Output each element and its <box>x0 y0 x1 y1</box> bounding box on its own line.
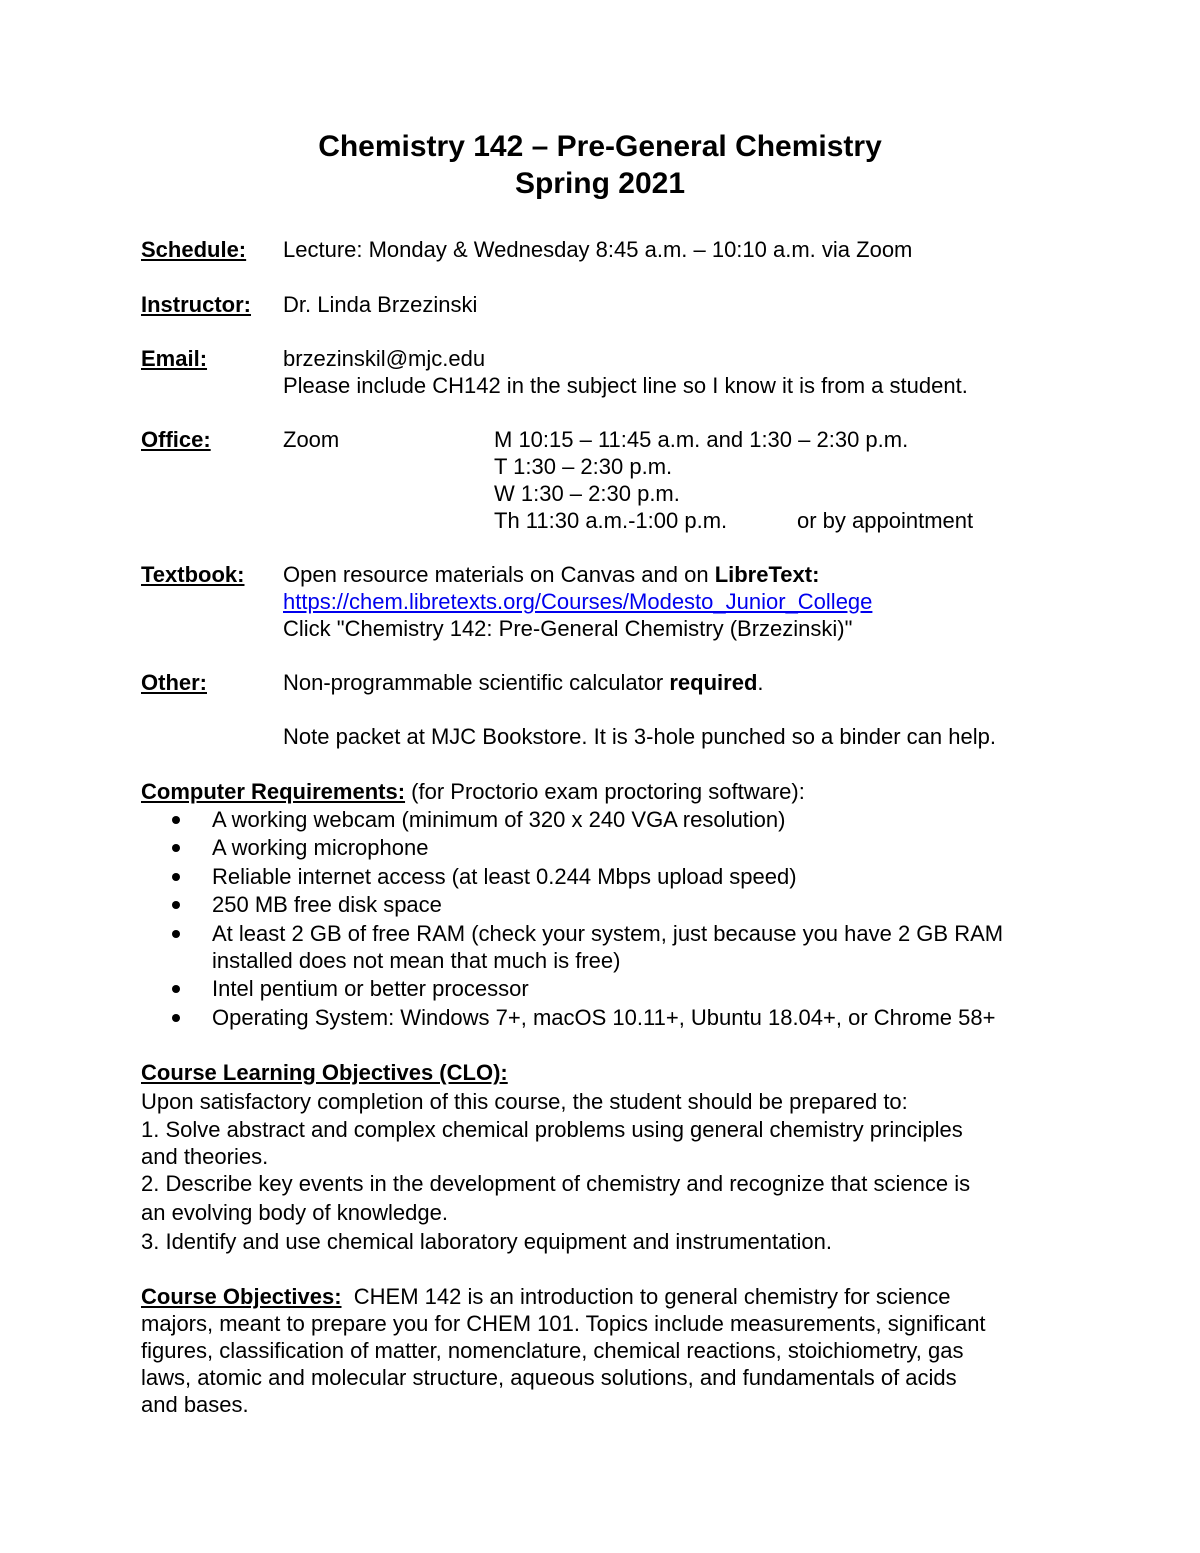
page-subtitle-term: Spring 2021 <box>514 167 686 200</box>
bullet-icon <box>168 840 182 854</box>
requirement-item-microphone: A working microphone <box>212 835 429 860</box>
schedule-value: Lecture: Monday & Wednesday 8:45 a.m. – 10:10 a.m. via Zoom <box>283 237 913 262</box>
computer-requirements-title: Computer Requirements: <box>141 779 406 804</box>
course-objectives-heading: Course Objectives: <box>141 1284 342 1309</box>
clo-item-2-continued: an evolving body of knowledge. <box>141 1200 448 1225</box>
computer-requirements-subtitle: (for Proctorio exam proctoring software): <box>405 779 805 804</box>
bullet-icon <box>168 1010 182 1024</box>
clo-intro: Upon satisfactory completion of this course, the student should be prepared to: <box>141 1089 908 1114</box>
office-location: Zoom <box>283 427 340 452</box>
office-appointment-note: or by appointment <box>797 508 974 533</box>
office-label: Office: <box>141 427 211 452</box>
computer-requirements-heading <box>141 778 805 805</box>
requirement-item-os: Operating System: Windows 7+, macOS 10.11+, Ubuntu 18.04+, or Chrome 58+ <box>212 1005 996 1030</box>
clo-item-3: 3. Identify and use chemical laboratory equipment and instrumentation. <box>141 1229 832 1254</box>
clo-item-2: 2. Describe key events in the development of chemistry and recognize that science is <box>141 1171 971 1196</box>
schedule-label: Schedule: <box>141 237 247 262</box>
clo-item-1: 1. Solve abstract and complex chemical problems using general chemistry principles <box>141 1117 963 1142</box>
libretext-label: LibreText: <box>714 562 820 587</box>
course-objectives-text: CHEM 142 is an introduction to general chemistry for science <box>341 1284 951 1309</box>
course-objectives-line-2: majors, meant to prepare you for CHEM 101. Topics include measurements, significant <box>141 1311 986 1336</box>
note-packet-info: Note packet at MJC Bookstore. It is 3-hole punched so a binder can help. <box>283 724 996 749</box>
bullet-icon <box>168 926 182 940</box>
textbook-label: Textbook: <box>141 562 245 587</box>
requirement-item-processor: Intel pentium or better processor <box>212 976 529 1001</box>
calculator-requirement <box>283 669 764 696</box>
textbook-description <box>283 561 819 588</box>
bullet-icon <box>168 812 182 826</box>
course-objectives-line-5: and bases. <box>141 1392 249 1417</box>
instructor-label: Instructor: <box>141 292 251 317</box>
requirement-item-ram-continued: installed does not mean that much is free) <box>212 948 621 973</box>
clo-item-1-continued: and theories. <box>141 1144 269 1169</box>
textbook-text: Open resource materials on Canvas and on <box>283 562 715 587</box>
bullet-icon <box>168 897 182 911</box>
textbook-click-instruction: Click "Chemistry 142: Pre-General Chemistry (Brzezinski)" <box>283 616 853 641</box>
course-objectives-line-4: laws, atomic and molecular structure, aqueous solutions, and fundamentals of acids <box>141 1365 957 1390</box>
office-hours-wednesday: W 1:30 – 2:30 p.m. <box>494 481 680 506</box>
required-emphasis: required <box>669 670 758 695</box>
instructor-value: Dr. Linda Brzezinski <box>283 292 478 317</box>
course-objectives-line-3: figures, classification of matter, nomenclature, chemical reactions, stoichiometry, gas <box>141 1338 964 1363</box>
email-note: Please include CH142 in the subject line so I know it is from a student. <box>283 373 968 398</box>
email-address: brzezinskil@mjc.edu <box>283 346 486 371</box>
office-hours-monday: M 10:15 – 11:45 a.m. and 1:30 – 2:30 p.m. <box>494 427 909 452</box>
requirement-item-internet: Reliable internet access (at least 0.244 Mbps upload speed) <box>212 864 797 889</box>
calculator-text: Non-programmable scientific calculator <box>283 670 670 695</box>
requirement-item-disk: 250 MB free disk space <box>212 892 442 917</box>
other-label: Other: <box>141 670 207 695</box>
office-hours-thursday: Th 11:30 a.m.-1:00 p.m. <box>494 508 728 533</box>
email-label: Email: <box>141 346 208 371</box>
requirement-item-ram: At least 2 GB of free RAM (check your system, just because you have 2 GB RAM <box>212 921 1004 946</box>
libretexts-course-link[interactable]: https://chem.libretexts.org/Courses/Modesto_Junior_College <box>283 589 873 614</box>
requirement-item-webcam: A working webcam (minimum of 320 x 240 VGA resolution) <box>212 807 786 832</box>
calculator-period: . <box>757 670 764 695</box>
clo-heading: Course Learning Objectives (CLO): <box>141 1060 508 1085</box>
page-title: Chemistry 142 – Pre-General Chemistry <box>318 130 882 163</box>
bullet-icon <box>168 869 182 883</box>
bullet-icon <box>168 981 182 995</box>
office-hours-tuesday: T 1:30 – 2:30 p.m. <box>494 454 673 479</box>
course-objectives-line-1 <box>141 1283 950 1310</box>
